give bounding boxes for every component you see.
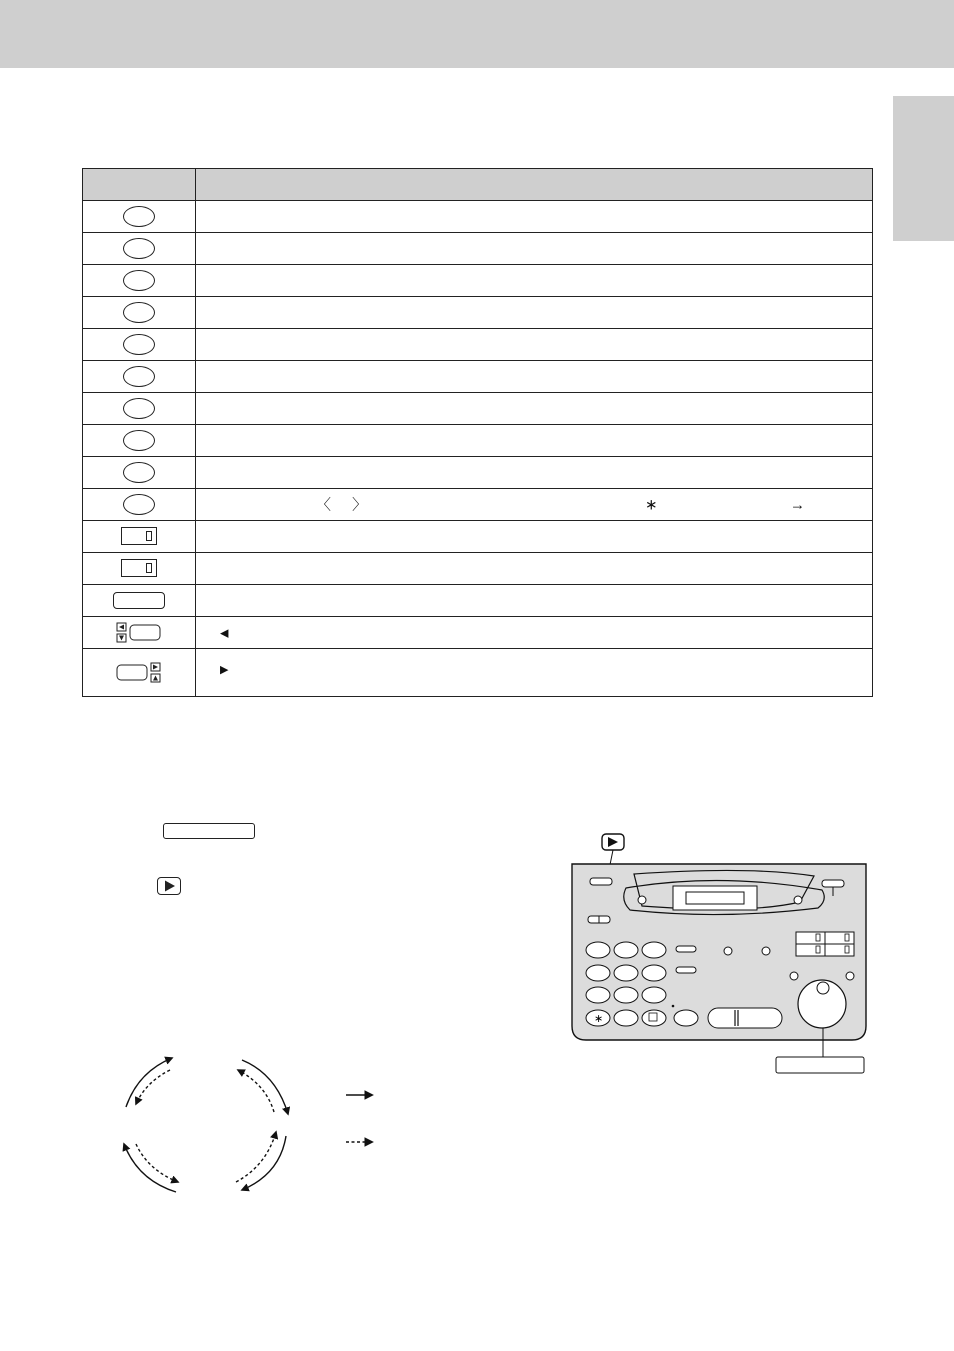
oval-key-icon	[123, 238, 155, 259]
table-row	[83, 425, 873, 457]
oval-key-icon	[123, 494, 155, 515]
arrow-right-glyph: →	[790, 496, 805, 513]
key-cell	[83, 393, 196, 425]
cycle-arrow-solid	[242, 1136, 286, 1190]
key-table	[82, 168, 873, 697]
oval-key-icon	[123, 366, 155, 387]
header-cell-key	[83, 169, 196, 201]
table-row	[83, 521, 873, 553]
table-row	[83, 233, 873, 265]
description-cell	[196, 201, 873, 233]
description-cell	[196, 233, 873, 265]
table-row	[83, 489, 873, 521]
header-bar	[0, 0, 954, 68]
key-cell	[83, 201, 196, 233]
angle-left-glyph: 〈	[316, 496, 332, 513]
svg-text:∗: ∗	[594, 1013, 604, 1025]
triangle-left-icon: ◀	[220, 627, 229, 639]
key-cell	[83, 521, 196, 553]
cycle-arrow-dotted	[136, 1144, 178, 1182]
wide-key-icon	[113, 592, 165, 609]
key-cell	[83, 617, 196, 649]
oval-key-icon	[123, 302, 155, 323]
control-panel-illustration	[560, 826, 872, 1076]
description-cell	[196, 521, 873, 553]
key-cell	[83, 329, 196, 361]
cycle-arrow-dotted	[238, 1070, 274, 1112]
description-cell	[196, 297, 873, 329]
table-row	[83, 553, 873, 585]
cycle-arrow-solid	[124, 1144, 176, 1192]
table-row	[83, 297, 873, 329]
description-cell	[196, 265, 873, 297]
oval-key-icon	[123, 270, 155, 291]
oval-key-icon	[123, 334, 155, 355]
nav-left-down-key-icon	[116, 622, 162, 644]
key-cell	[83, 425, 196, 457]
key-cell	[83, 585, 196, 617]
play-button-icon	[157, 877, 181, 895]
triangle-right-icon: ▶	[220, 664, 229, 676]
angle-right-glyph: 〉	[352, 496, 368, 513]
key-cell	[83, 265, 196, 297]
table-row	[83, 585, 873, 617]
cycle-arrow-dotted	[136, 1070, 170, 1104]
cycle-arrow-dotted	[236, 1132, 276, 1182]
table-row	[83, 617, 873, 649]
slot-key-icon	[121, 559, 157, 577]
key-cell	[83, 457, 196, 489]
header-cell-description	[196, 169, 873, 201]
oval-key-icon	[123, 430, 155, 451]
callout-dial-label-box	[776, 1057, 864, 1073]
side-tab	[893, 96, 954, 241]
cycle-diagram	[110, 1050, 410, 1200]
menu-key-button-icon	[163, 823, 255, 839]
cycle-arrow-solid	[242, 1060, 288, 1114]
oval-key-icon	[123, 206, 155, 227]
description-cell	[196, 361, 873, 393]
description-cell	[196, 617, 873, 649]
description-cell	[196, 393, 873, 425]
asterisk-glyph: ∗	[645, 496, 658, 513]
table-row	[83, 361, 873, 393]
slot-key-icon	[121, 527, 157, 545]
key-cell	[83, 649, 196, 697]
description-cell	[196, 425, 873, 457]
table-row	[83, 265, 873, 297]
description-cell	[196, 457, 873, 489]
nav-right-up-key-icon	[116, 662, 162, 684]
table-row	[83, 329, 873, 361]
key-cell	[83, 297, 196, 329]
key-cell	[83, 553, 196, 585]
description-cell	[196, 329, 873, 361]
table-header-row	[83, 169, 873, 201]
oval-key-icon	[123, 462, 155, 483]
description-cell	[196, 585, 873, 617]
description-cell	[196, 553, 873, 585]
key-cell	[83, 233, 196, 265]
table-row	[83, 201, 873, 233]
description-cell	[196, 649, 873, 697]
oval-key-icon	[123, 398, 155, 419]
description-cell	[196, 489, 873, 521]
table-row	[83, 649, 873, 697]
cycle-arrow-solid	[126, 1058, 172, 1107]
key-cell	[83, 361, 196, 393]
key-cell	[83, 489, 196, 521]
table-row	[83, 457, 873, 489]
table-row	[83, 393, 873, 425]
